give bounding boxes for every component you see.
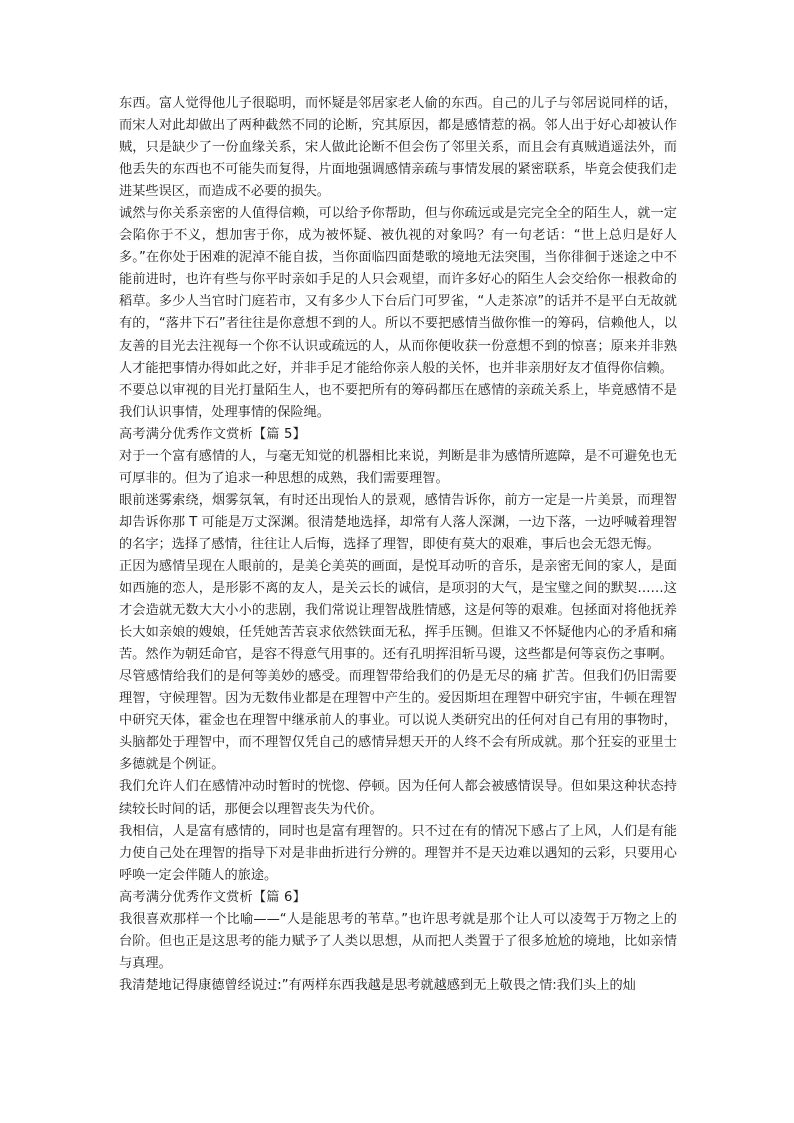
paragraph-9: 我相信，人是富有感情的，同时也是富有理智的。只不过在有的情况下感占了上风，人们是有能力使自己处在理智的指导下对是非曲折进行分辨的。理智并不是天边难以遇知的云彩，只要用心呼唤一定会伴随人的旅途。	[119, 823, 677, 883]
paragraph-10: 我很喜欢那样一个比喻——“人是能思考的苇草。”也许思考就是那个让人可以凌驾于万物之上的台阶。但也正是这思考的能力赋予了人类以思想，从而把人类置于了很多尬尬的境地，比如亲情与真理。	[119, 911, 677, 971]
paragraph-7: 尽管感情给我们的是何等美妙的感受。而理智带给我们的仍是无尽的痛 扩苦。但我们仍旧需要理智，守候理智。因为无数伟业都是在理智中产生的。爱因斯坦在理智中研究宇宙，牛顿在理智中研究天体，霍金也在理智中继承前人的事业。可以说人类研究出的任何对自己有用的事物时，头脑都处于理智中，而不理智仅凭自己的感情异想天开的人终不会有所成就。那个狂妄的亚里士多德就是个例证。	[119, 669, 677, 773]
paragraph-2: 诚然与你关系亲密的人值得信赖，可以给予你帮助，但与你疏远或是完完全全的陌生人，就一定会陷你于不义，想加害于你，成为被怀疑、被仇视的对象吗？有一句老话：“世上总归是好人多。”在你处于困难的泥淖不能自拔，当你面临四面楚歌的境地无法突围，当你徘徊于迷途之中不能前进时，也许有些与你平时亲如手足的人只会观望，而许多好心的陌生人会交给你一根救命的稻草。多少人当官时门庭若市，又有多少人下台后门可罗雀，“人走茶凉”的话并不是平白无故就有的，“落井下石”者往往是你意想不到的人。所以不要把感情当做你惟一的筹码，信赖他人，以友善的目光去注视每一个你不认识或疏远的人，从而你便收获一份意想不到的惊喜；原来并非熟人才能把事情办得如此之好，并非手足才能给你亲人般的关怀，也并非亲朋好友才值得你信赖。	[119, 206, 677, 376]
paragraph-3: 不要总以审视的目光打量陌生人，也不要把所有的筹码都压在感情的亲疏关系上，毕竟感情不是我们认识事情，处理事情的保险绳。	[119, 382, 677, 420]
paragraph-4: 对于一个富有感情的人，与毫无知觉的机器相比来说，判断是非为感情所遮障，是不可避免也无可厚非的。但为了追求一种思想的成熟，我们需要理智。	[119, 448, 677, 486]
paragraph-5: 眼前迷雾索绕，烟雾氛氧，有时还出现怡人的景观，感情告诉你，前方一定是一片美景，而理智却告诉你那 T 可能是万丈深渊。很清楚地选择，却常有人落人深渊，一边下落，一边呼喊着理智的名字；选择了感情，往往让人后悔，选择了理智，即使有莫大的艰难，事后也会无怨无悔。	[119, 492, 677, 552]
section-heading-5: 高考满分优秀作文赏析【篇 5】	[119, 426, 307, 442]
paragraph-8: 我们允许人们在感情冲动时暂时的恍惚、停顿。因为任何人都会被感情误导。但如果这种状态持续较长时间的话，那便会以理智丧失为代价。	[119, 779, 677, 817]
section-heading-6: 高考满分优秀作文赏析【篇 6】	[119, 889, 307, 905]
paragraph-1: 东西。富人觉得他儿子很聪明，而怀疑是邻居家老人偷的东西。自己的儿子与邻居说同样的话，而宋人对此却做出了两种截然不同的论断，究其原因，都是感情惹的祸。邻人出于好心却被认作贼，只是缺少了一份血缘关系，宋人做此论断不但会伤了邻里关系，而且会有真贼逍遥法外，而他丢失的东西也不可能失而复得，片面地强调感情亲疏与事情发展的紧密联系，毕竟会使我们走进某些误区，而造成不必要的损失。	[119, 96, 677, 200]
paragraph-6: 正因为感情呈现在人眼前的，是美仑美英的画面，是悦耳动听的音乐，是亲密无间的家人，是面如西施的恋人，是形影不离的友人，是关云长的诚信，是项羽的大气，是宝璧之间的默契……这才会造就无数大大小小的悲剧，我们常说让理智战胜情感，这是何等的艰难。包拯面对将他抚养长大如亲娘的嫂娘，任凭她苦苦哀求依然铁面无私，挥手压铡。但谁又不怀疑他内心的矛盾和痛苦。然作为朝廷命官，是容不得意气用事的。还有孔明挥泪斩马谡，这些都是何等哀伤之事啊。	[119, 558, 677, 663]
document-body	[119, 93, 677, 997]
paragraph-11: 我清楚地记得康德曾经说过:”有两样东西我越是思考就越感到无上敬畏之情:我们头上的灿	[119, 977, 636, 993]
